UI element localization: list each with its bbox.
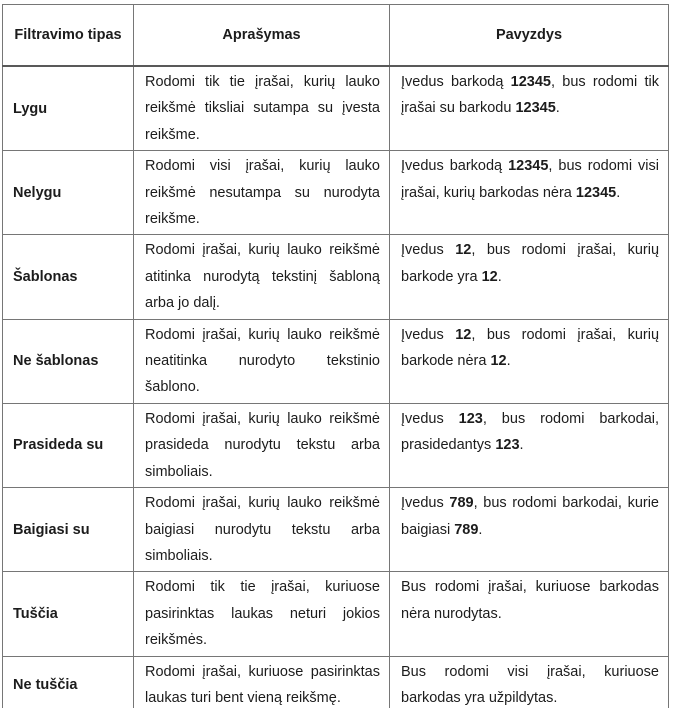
cell-description: Rodomi tik tie įrašai, kurių lauko reikšmė tiksliai sutampa su įvesta reikšme. <box>134 66 390 151</box>
table-row <box>3 656 669 708</box>
table-row <box>3 151 669 235</box>
cell-description: Rodomi įrašai, kurių lauko reikšmė prasideda nurodytu tekstu arba simboliais. <box>134 403 390 487</box>
cell-filter-type: Nelygu <box>3 151 134 235</box>
cell-filter-type: Ne tuščia <box>3 656 134 708</box>
cell-filter-type: Šablonas <box>3 235 134 319</box>
cell-example: Įvedus barkodą 12345, bus rodomi visi įrašai, kurių barkodas nėra 12345. <box>390 151 669 235</box>
cell-description: Rodomi tik tie įrašai, kuriuose pasirinktas laukas neturi jokios reikšmės. <box>134 572 390 656</box>
cell-example: Įvedus 12, bus rodomi įrašai, kurių barkode yra 12. <box>390 235 669 319</box>
cell-example: Bus rodomi visi įrašai, kuriuose barkodas yra užpildytas. <box>390 656 669 708</box>
table-row <box>3 66 669 151</box>
column-header-example: Pavyzdys <box>390 5 669 67</box>
column-header-description: Aprašymas <box>134 5 390 67</box>
cell-description: Rodomi įrašai, kurių lauko reikšmė neatitinka nurodyto tekstinio šablono. <box>134 319 390 403</box>
table-row <box>3 403 669 487</box>
table-row <box>3 319 669 403</box>
filter-types-table <box>2 4 669 708</box>
table-header-row <box>3 5 669 67</box>
cell-example: Įvedus 12, bus rodomi įrašai, kurių barkode nėra 12. <box>390 319 669 403</box>
cell-description: Rodomi įrašai, kurių lauko reikšmė baigiasi nurodytu tekstu arba simboliais. <box>134 488 390 572</box>
table-body <box>3 66 669 708</box>
cell-filter-type: Prasideda su <box>3 403 134 487</box>
cell-filter-type: Ne šablonas <box>3 319 134 403</box>
cell-example: Bus rodomi įrašai, kuriuose barkodas nėra nurodytas. <box>390 572 669 656</box>
cell-example: Įvedus 123, bus rodomi barkodai, prasidedantys 123. <box>390 403 669 487</box>
table-row <box>3 572 669 656</box>
cell-description: Rodomi įrašai, kurių lauko reikšmė atitinka nurodytą tekstinį šabloną arba jo dalį. <box>134 235 390 319</box>
cell-filter-type: Baigiasi su <box>3 488 134 572</box>
cell-example: Įvedus 789, bus rodomi barkodai, kurie baigiasi 789. <box>390 488 669 572</box>
cell-description: Rodomi visi įrašai, kurių lauko reikšmė nesutampa su nurodyta reikšme. <box>134 151 390 235</box>
cell-filter-type: Tuščia <box>3 572 134 656</box>
cell-description: Rodomi įrašai, kuriuose pasirinktas laukas turi bent vieną reikšmę. <box>134 656 390 708</box>
cell-filter-type: Lygu <box>3 66 134 151</box>
table-row <box>3 235 669 319</box>
column-header-filter-type: Filtravimo tipas <box>3 5 134 67</box>
table-row <box>3 488 669 572</box>
cell-example: Įvedus barkodą 12345, bus rodomi tik įrašai su barkodu 12345. <box>390 66 669 151</box>
